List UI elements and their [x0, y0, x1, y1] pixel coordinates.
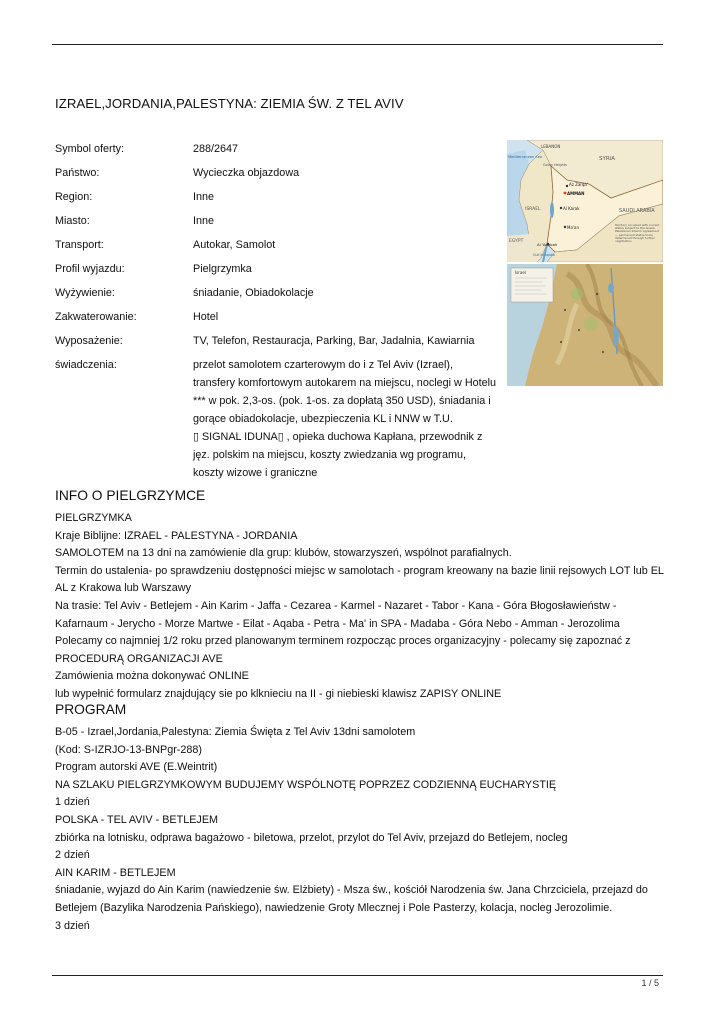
services-line: transfery komfortowym autokarem na miejscu, noclegi w Hotelu — [193, 377, 497, 389]
detail-row — [55, 332, 505, 350]
israel-relief-map — [507, 264, 663, 386]
info-line: SAMOLOTEM na 13 dni na zamówienie dla grup: klubów, stowarzyszeń, wspólnot parafialnych. — [55, 547, 512, 560]
detail-label: Symbol oferty: — [55, 143, 125, 155]
map-label-golan: Golan Heights — [543, 163, 567, 167]
detail-row — [55, 212, 505, 230]
map-label-egypt: EGYPT — [509, 239, 524, 244]
info-line: Na trasie: Tel Aviv - Betlejem - Ain Karim - Jaffa - Cezarea - Karmel - Nazaret - Tabor - Kana - Góra Błogosławieństw - — [55, 599, 617, 612]
info-line: Kafarnaum - Jerycho - Morze Martwe - Eilat - Aqaba - Petra - Ma' in SPA - Madaba - Góra Nebo - Amman - Jerozolima — [55, 617, 620, 630]
program-line: POLSKA - TEL AVIV - BETLEJEM — [55, 813, 219, 826]
map-note: Territory occupied with current status subject to the Israeli-Palestinian Interim Agreement — permanent status to be determined through further negotiation. — [615, 224, 660, 244]
info-line: lub wypełnić formularz znajdujący sie po klknieciu na II - gi niebieski klawisz ZAPISY ONLINE — [55, 687, 502, 700]
program-line: Betlejem (Bazylika Narodzenia Pańskiego), nawiedzenie Groty Mlecznej i Pole Pasterzy, kolacja, nocleg Jerozolimie. — [55, 901, 613, 914]
map-label-amman: AMMAN — [567, 191, 585, 196]
detail-row — [55, 140, 505, 158]
program-line: NA SZLAKU PIELGRZYMKOWYM BUDUJEMY WSPÓLNOTĘ POPRZEZ CODZIENNĄ EUCHARYSTIĘ — [55, 778, 557, 791]
info-heading: INFO O PIELGRZYMCE — [55, 488, 206, 503]
services-line: gorące obiadokolacje, ubezpieczenia KL i NNW w T.U. — [193, 413, 453, 425]
detail-row — [55, 236, 505, 254]
map-label-sea: Mediterranean Sea — [508, 155, 543, 159]
info-line: Zamówienia można dokonywać ONLINE — [55, 670, 249, 683]
page-title: IZRAEL,JORDANIA,PALESTYNA: ZIEMIA ŚW. Z TEL AVIV — [55, 96, 404, 111]
program-line: 1 dzień — [55, 796, 90, 809]
detail-label: Profil wyjazdu: — [55, 263, 125, 275]
services-line: koszty wizowe i graniczne — [193, 467, 318, 479]
map-label-az-zarqa: Az Zarqa' — [569, 182, 588, 187]
detail-label: Zakwaterowanie: — [55, 311, 137, 323]
info-text — [55, 510, 665, 704]
program-heading: PROGRAM — [55, 702, 127, 717]
program-line: 3 dzień — [55, 919, 90, 932]
map-label-maan: Ma'an — [567, 225, 579, 230]
detail-label: Transport: — [55, 239, 104, 251]
detail-value: Hotel — [193, 311, 219, 323]
detail-value: Autokar, Samolot — [193, 239, 276, 251]
services-line: ▯ SIGNAL IDUNA▯ , opieka duchowa Kapłana, przewodnik z — [193, 431, 483, 443]
detail-row — [55, 308, 505, 326]
detail-label: Wyżywienie: — [55, 287, 115, 299]
info-line: Termin do ustalenia- po sprawdzeniu dostępności miejsc w samolotach - program kreowany na bazie linii rejsowych LOT lub EL — [55, 564, 664, 577]
program-text — [55, 724, 665, 935]
services-line: jęz. polskim na miejscu, koszty zwiedzania wg programu, — [193, 449, 467, 461]
detail-row — [55, 284, 505, 302]
detail-value: Pielgrzymka — [193, 263, 252, 275]
header-rule — [52, 44, 663, 45]
detail-label: Region: — [55, 191, 93, 203]
info-line: Kraje Biblijne: IZRAEL - PALESTYNA - JORDANIA — [55, 529, 298, 542]
program-line: śniadanie, wyjazd do Ain Karim (nawiedzenie św. Elżbiety) - Msza św., kościół Narodzenia św. Jana Chrzciciela, przejazd do — [55, 884, 648, 897]
detail-label: Państwo: — [55, 167, 100, 179]
detail-label: świadczenia: — [55, 359, 117, 371]
map-label-israel: ISRAEL — [525, 207, 541, 212]
services-line: *** w pok. 2,3-os. (pok. 1-os. za dopłatą 350 USD), śniadania i — [193, 395, 491, 407]
map-legend-title: Israel — [515, 270, 526, 275]
detail-value: śniadanie, Obiadokolacje — [193, 287, 314, 299]
program-line: AIN KARIM - BETLEJEM — [55, 866, 176, 879]
map-label-al-karak: Al Karak — [563, 206, 580, 211]
detail-value: TV, Telefon, Restauracja, Parking, Bar, Jadalnia, Kawiarnia — [193, 335, 475, 347]
map-label-lebanon: LEBANON — [541, 144, 561, 149]
detail-row — [55, 164, 505, 182]
detail-value: Inne — [193, 215, 215, 227]
info-line: PROCEDURĄ ORGANIZACJI AVE — [55, 652, 223, 665]
info-line: AL z Krakowa lub Warszawy — [55, 582, 192, 595]
detail-label: Miasto: — [55, 215, 90, 227]
detail-row — [55, 188, 505, 206]
program-line: Program autorski AVE (E.Weintrit) — [55, 761, 218, 774]
footer-rule — [52, 975, 663, 976]
detail-value: Wycieczka objazdowa — [193, 167, 300, 179]
services-line: przelot samolotem czarterowym do i z Tel Aviv (Izrael), — [193, 359, 454, 371]
services-text — [193, 356, 505, 482]
program-line: (Kod: S-IZRJO-13-BNPgr-288) — [55, 743, 202, 756]
offer-details — [55, 140, 505, 482]
program-line: zbiórka na lotnisku, odprawa bagażowo - biletowa, przelot, przylot do Tel Aviv, przejazd do Betlejem, nocleg — [55, 831, 568, 844]
map-label-aqabah: Al 'Aqabah — [537, 242, 558, 247]
program-line: B-05 - Izrael,Jordania,Palestyna: Ziemia Święta z Tel Aviv 13dni samolotem — [55, 726, 416, 738]
info-line: PIELGRZYMKA — [55, 512, 132, 524]
map-label-gulf: Gulf of Aqaba — [533, 253, 555, 257]
page-number: 1 / 5 — [641, 978, 659, 988]
detail-row — [55, 260, 505, 278]
detail-label: Wyposażenie: — [55, 335, 123, 347]
detail-value: Inne — [193, 191, 215, 203]
jordan-map — [507, 140, 663, 262]
detail-row — [55, 356, 505, 482]
map-label-syria: SYRIA — [599, 156, 616, 162]
detail-value: 288/2647 — [193, 143, 239, 155]
map-label-saudi: SAUDI ARABIA — [619, 208, 655, 214]
program-line: 2 dzień — [55, 849, 90, 862]
info-line: Polecamy co najmniej 1/2 roku przed planowanym terminem rozpocząc proces organizacyjny - polecamy się zapoznać z — [55, 635, 631, 648]
